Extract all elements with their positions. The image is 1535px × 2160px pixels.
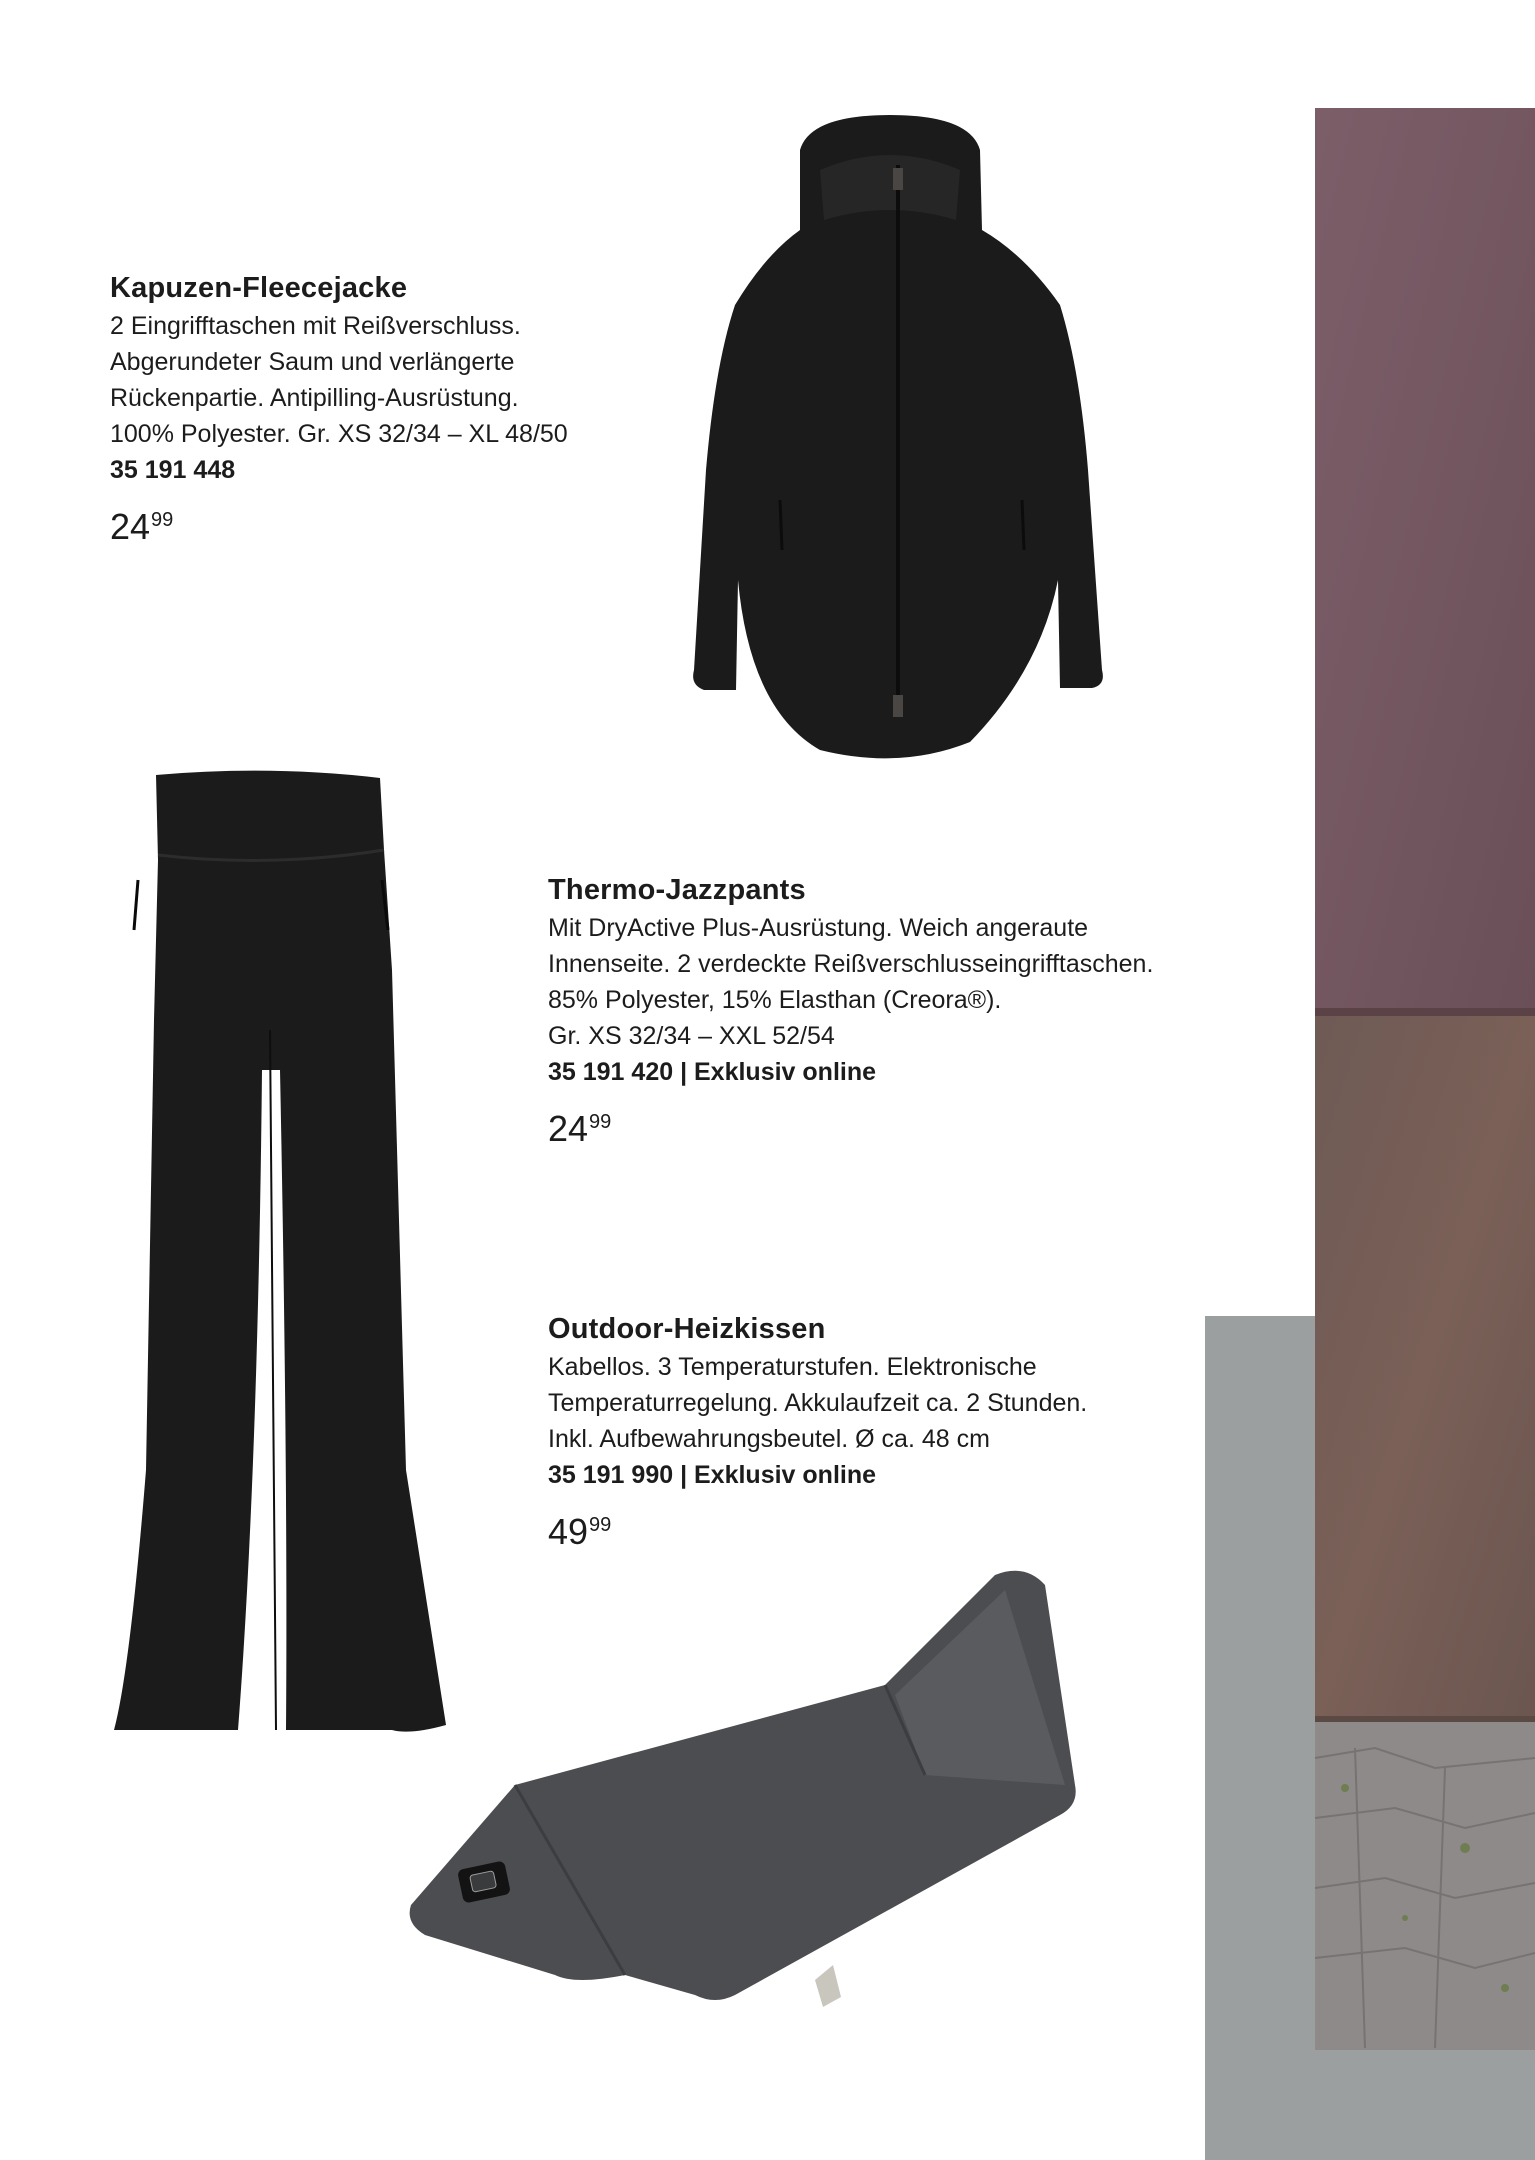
- description-line: Inkl. Aufbewahrungsbeutel. Ø ca. 48 cm: [548, 1425, 990, 1453]
- description-line: Abgerundeter Saum und verlängerte: [110, 348, 515, 376]
- price: [548, 1503, 1087, 1554]
- article-number: 35 191 448: [110, 456, 236, 484]
- description-line: 2 Eingrifftaschen mit Reißverschluss.: [110, 312, 521, 340]
- description-line: Temperaturregelung. Akkulaufzeit ca. 2 Stunden.: [548, 1389, 1088, 1417]
- product-title: Thermo-Jazzpants: [548, 874, 806, 906]
- price-main: 49: [548, 1511, 589, 1552]
- price-cents: 99: [151, 509, 174, 531]
- price: [548, 1100, 1153, 1151]
- price-cents: 99: [589, 1111, 612, 1133]
- product-description: [110, 308, 568, 452]
- product-title: Outdoor-Heizkissen: [548, 1313, 826, 1345]
- background-wall-photo: [1315, 108, 1535, 2050]
- description-line: Gr. XS 32/34 – XXL 52/54: [548, 1022, 835, 1050]
- description-line: Rückenpartie. Antipilling-Ausrüstung.: [110, 384, 519, 412]
- article-number: 35 191 990 | Exklusiv online: [548, 1461, 877, 1489]
- product-description: [548, 910, 1153, 1054]
- description-line: 85% Polyester, 15% Elasthan (Creora®).: [548, 986, 1002, 1014]
- description-line: Innenseite. 2 verdeckte Reißverschlusseingrifftaschen.: [548, 950, 1154, 978]
- jazz-pants-image: [110, 770, 450, 1740]
- product-thermo-jazzpants: [548, 870, 1153, 1151]
- product-fleece-jacket: [110, 268, 568, 549]
- product-title: Kapuzen-Fleecejacke: [110, 272, 408, 304]
- product-outdoor-heizkissen: [548, 1309, 1087, 1554]
- product-description: [548, 1349, 1087, 1457]
- price: [110, 498, 568, 549]
- heated-cushion-image: [405, 1565, 1085, 2025]
- fleece-jacket-image: [660, 110, 1140, 790]
- article-number: 35 191 420 | Exklusiv online: [548, 1058, 877, 1086]
- description-line: 100% Polyester. Gr. XS 32/34 – XL 48/50: [110, 420, 568, 448]
- price-main: 24: [110, 506, 151, 547]
- price-cents: 99: [589, 1514, 612, 1536]
- description-line: Mit DryActive Plus-Ausrüstung. Weich angeraute: [548, 914, 1089, 942]
- price-main: 24: [548, 1108, 589, 1149]
- description-line: Kabellos. 3 Temperaturstufen. Elektronische: [548, 1353, 1037, 1381]
